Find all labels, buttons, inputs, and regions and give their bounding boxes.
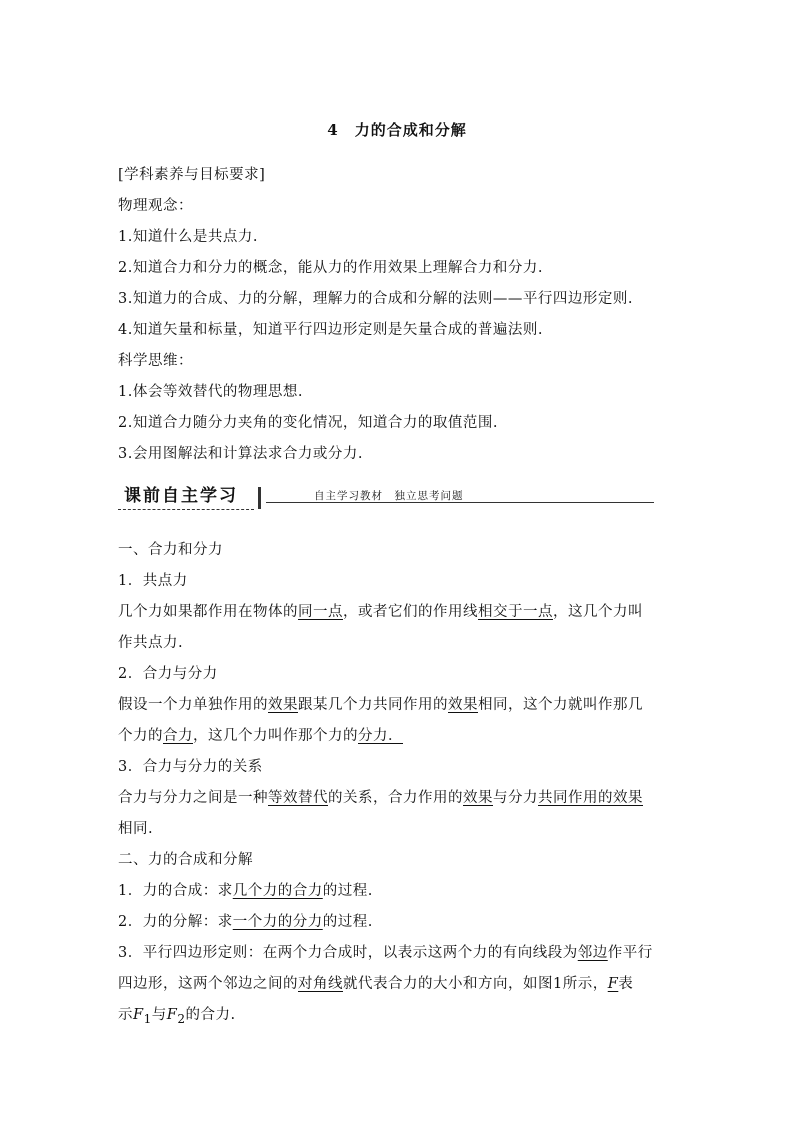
- page-title: 4 力的合成和分解: [327, 121, 467, 139]
- subsection-heading: 1．共点力: [118, 573, 188, 589]
- text-run: 假设一个力单独作用的: [118, 697, 268, 713]
- text-run: 的合力.: [185, 1007, 236, 1023]
- banner-dashed-underline: [118, 509, 254, 510]
- section2-heading: 二、力的合成和分解: [118, 852, 253, 868]
- objectives-heading: [学科素养与目标要求]: [118, 167, 266, 183]
- underlined-answer: 对角线: [298, 976, 343, 992]
- subsection-heading: 2．合力与分力: [118, 666, 218, 682]
- paragraph-line: [118, 724, 403, 745]
- text-run: 与分力: [493, 790, 538, 806]
- text-run: 个力的: [118, 728, 163, 744]
- underlined-answer: 同一点: [298, 604, 343, 620]
- underlined-answer: 效果: [463, 790, 493, 806]
- underlined-answer: 合力: [163, 728, 193, 744]
- text-run: 的关系，合力作用的: [328, 790, 463, 806]
- subscript: 2: [177, 1011, 186, 1026]
- underlined-answer: 分力．: [358, 728, 403, 744]
- text-run: 2．力的分解：求: [118, 914, 233, 930]
- paragraph-line: [118, 972, 633, 993]
- paragraph-line: [118, 1003, 236, 1026]
- paragraph-line: [118, 941, 653, 962]
- text-run: 跟某几个力共同作用的: [298, 697, 448, 713]
- banner-title: 课前自主学习: [124, 486, 238, 506]
- banner-divider-bar: [258, 487, 261, 509]
- paragraph-line: [118, 910, 373, 931]
- paragraph-line: [118, 879, 373, 900]
- paragraph-line: 相同.: [118, 821, 154, 837]
- text-run: ，或者它们的作用线: [343, 604, 478, 620]
- text-run: ，这几个力叫: [553, 604, 643, 620]
- text-run: 示: [118, 1007, 133, 1023]
- text-run: 就代表合力的大小和方向，如图1所示，: [343, 976, 608, 992]
- text-run: 四边形，这两个邻边之间的: [118, 976, 298, 992]
- paragraph-line: [118, 600, 643, 621]
- paragraph-line: 作共点力.: [118, 635, 184, 651]
- subscript: 1: [143, 1011, 152, 1026]
- underlined-answer: 等效替代: [268, 790, 328, 806]
- paragraph-line: [118, 693, 643, 714]
- section-banner: [118, 485, 654, 511]
- text-run: ，这几个力叫作那个力的: [193, 728, 358, 744]
- text-run: 的过程.: [322, 883, 373, 899]
- force-symbol: F: [133, 1007, 144, 1023]
- underlined-answer: 邻边: [577, 945, 608, 961]
- text-run: 作平行: [607, 945, 653, 961]
- text-run: 1．力的合成：求: [118, 883, 233, 899]
- text-run: 与: [151, 1007, 167, 1023]
- text-run: 表: [618, 976, 634, 992]
- force-symbol: F: [166, 1007, 178, 1023]
- banner-rule: [266, 502, 654, 503]
- objective-item: 1.知道什么是共点力.: [118, 229, 258, 245]
- physics-concepts-label: 物理观念：: [118, 198, 193, 214]
- underlined-answer: 效果: [448, 697, 478, 713]
- underlined-answer: 相交于一点: [478, 604, 553, 620]
- objective-item: 2.知道合力随分力夹角的变化情况，知道合力的取值范围.: [118, 415, 498, 431]
- subsection-heading: 3．合力与分力的关系: [118, 759, 263, 775]
- text-run: 的过程.: [322, 914, 373, 930]
- objective-item: 4.知道矢量和标量，知道平行四边形定则是矢量合成的普遍法则.: [118, 322, 543, 338]
- paragraph-line: [118, 786, 643, 807]
- section1-heading: 一、合力和分力: [118, 542, 223, 558]
- force-symbol: F: [607, 976, 619, 992]
- underlined-answer: 共同作用的效果: [538, 790, 643, 806]
- objective-item: 3.会用图解法和计算法求合力或分力.: [118, 446, 363, 462]
- underlined-answer: 几个力的合力: [232, 883, 323, 899]
- text-run: 合力与分力之间是一种: [118, 790, 268, 806]
- banner-subtitle: 自主学习教材 独立思考问题: [314, 490, 464, 502]
- underlined-answer: 效果: [268, 697, 298, 713]
- text-run: 3．平行四边形定则：在两个力合成时，以表示这两个力的有向线段为: [118, 945, 578, 961]
- underlined-answer: 一个力的分力: [232, 914, 323, 930]
- objective-item: 2.知道合力和分力的概念，能从力的作用效果上理解合力和分力.: [118, 260, 543, 276]
- text-run: 几个力如果都作用在物体的: [118, 604, 298, 620]
- objective-item: 3.知道力的合成、力的分解，理解力的合成和分解的法则——平行四边形定则.: [118, 291, 633, 307]
- text-run: 相同，这个力就叫作那几: [478, 697, 643, 713]
- scientific-thinking-label: 科学思维：: [118, 353, 193, 369]
- objective-item: 1.体会等效替代的物理思想.: [118, 384, 303, 400]
